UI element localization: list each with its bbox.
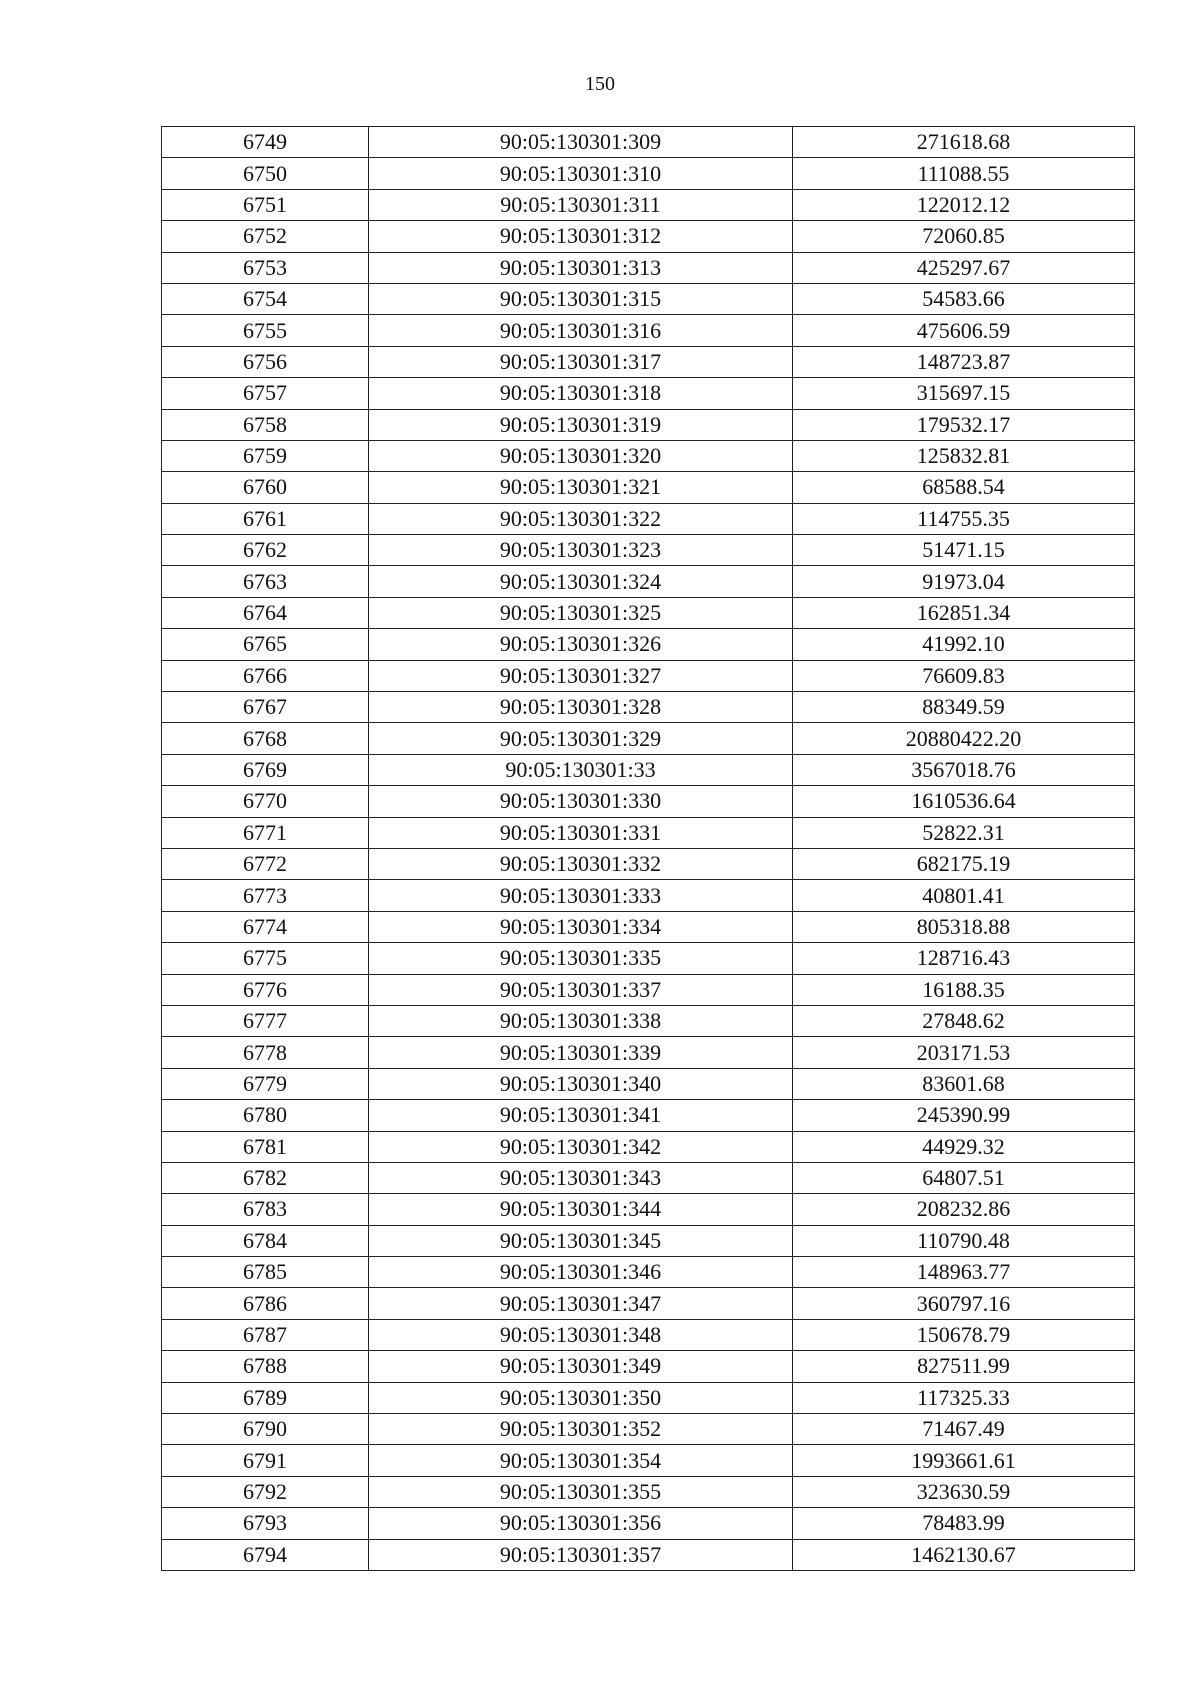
table-row [162,1131,1135,1162]
cadastral-number-cell: 90:05:130301:327 [369,660,793,691]
table-row [162,1005,1135,1036]
value-cell: 208232.86 [793,1194,1135,1225]
cadastral-number-cell: 90:05:130301:321 [369,472,793,503]
cadastral-number-cell: 90:05:130301:317 [369,346,793,377]
value-cell: 72060.85 [793,221,1135,252]
row-number-cell: 6754 [162,283,369,314]
cadastral-number-cell: 90:05:130301:335 [369,943,793,974]
row-number-cell: 6787 [162,1319,369,1350]
row-number-cell: 6763 [162,566,369,597]
value-cell: 315697.15 [793,378,1135,409]
cadastral-number-cell: 90:05:130301:352 [369,1414,793,1445]
value-cell: 111088.55 [793,158,1135,189]
table-row [162,692,1135,723]
cadastral-number-cell: 90:05:130301:341 [369,1100,793,1131]
row-number-cell: 6788 [162,1351,369,1382]
table-row [162,1225,1135,1256]
cadastral-number-cell: 90:05:130301:356 [369,1508,793,1539]
table-row [162,535,1135,566]
table-row [162,943,1135,974]
cadastral-number-cell: 90:05:130301:338 [369,1005,793,1036]
row-number-cell: 6781 [162,1131,369,1162]
row-number-cell: 6762 [162,535,369,566]
table-row [162,1288,1135,1319]
cadastral-number-cell: 90:05:130301:355 [369,1476,793,1507]
cadastral-number-cell: 90:05:130301:357 [369,1539,793,1570]
value-cell: 3567018.76 [793,754,1135,785]
row-number-cell: 6780 [162,1100,369,1131]
cadastral-number-cell: 90:05:130301:332 [369,848,793,879]
value-cell: 52822.31 [793,817,1135,848]
table-row [162,817,1135,848]
value-cell: 54583.66 [793,283,1135,314]
row-number-cell: 6756 [162,346,369,377]
value-cell: 323630.59 [793,1476,1135,1507]
row-number-cell: 6776 [162,974,369,1005]
table-row [162,1068,1135,1099]
value-cell: 271618.68 [793,127,1135,158]
row-number-cell: 6755 [162,315,369,346]
cadastral-number-cell: 90:05:130301:340 [369,1068,793,1099]
cadastral-number-cell: 90:05:130301:346 [369,1257,793,1288]
value-cell: 425297.67 [793,252,1135,283]
cadastral-number-cell: 90:05:130301:312 [369,221,793,252]
row-number-cell: 6784 [162,1225,369,1256]
table-row [162,378,1135,409]
row-number-cell: 6764 [162,597,369,628]
value-cell: 71467.49 [793,1414,1135,1445]
cadastral-number-cell: 90:05:130301:311 [369,189,793,220]
cadastral-number-cell: 90:05:130301:334 [369,911,793,942]
table-row [162,1382,1135,1413]
row-number-cell: 6775 [162,943,369,974]
row-number-cell: 6792 [162,1476,369,1507]
cadastral-number-cell: 90:05:130301:323 [369,535,793,566]
row-number-cell: 6791 [162,1445,369,1476]
row-number-cell: 6782 [162,1162,369,1193]
row-number-cell: 6766 [162,660,369,691]
value-cell: 122012.12 [793,189,1135,220]
value-cell: 27848.62 [793,1005,1135,1036]
row-number-cell: 6758 [162,409,369,440]
cadastral-number-cell: 90:05:130301:318 [369,378,793,409]
table-row [162,880,1135,911]
table-row [162,660,1135,691]
value-cell: 1610536.64 [793,786,1135,817]
table-row [162,189,1135,220]
value-cell: 88349.59 [793,692,1135,723]
table-row [162,723,1135,754]
table-row [162,315,1135,346]
table-row [162,1194,1135,1225]
value-cell: 148963.77 [793,1257,1135,1288]
table-row [162,597,1135,628]
table-row [162,1476,1135,1507]
value-cell: 78483.99 [793,1508,1135,1539]
value-cell: 682175.19 [793,848,1135,879]
table-row [162,1162,1135,1193]
cadastral-number-cell: 90:05:130301:329 [369,723,793,754]
row-number-cell: 6789 [162,1382,369,1413]
row-number-cell: 6773 [162,880,369,911]
cadastral-table [161,126,1135,1571]
table-row [162,1319,1135,1350]
cadastral-number-cell: 90:05:130301:344 [369,1194,793,1225]
cadastral-number-cell: 90:05:130301:337 [369,974,793,1005]
cadastral-number-cell: 90:05:130301:347 [369,1288,793,1319]
value-cell: 117325.33 [793,1382,1135,1413]
row-number-cell: 6761 [162,503,369,534]
value-cell: 1993661.61 [793,1445,1135,1476]
cadastral-number-cell: 90:05:130301:310 [369,158,793,189]
cadastral-number-cell: 90:05:130301:348 [369,1319,793,1350]
row-number-cell: 6783 [162,1194,369,1225]
value-cell: 40801.41 [793,880,1135,911]
row-number-cell: 6757 [162,378,369,409]
value-cell: 64807.51 [793,1162,1135,1193]
value-cell: 128716.43 [793,943,1135,974]
table-row [162,1351,1135,1382]
value-cell: 1462130.67 [793,1539,1135,1570]
table-row [162,440,1135,471]
value-cell: 150678.79 [793,1319,1135,1350]
cadastral-number-cell: 90:05:130301:33 [369,754,793,785]
table-row [162,974,1135,1005]
cadastral-number-cell: 90:05:130301:330 [369,786,793,817]
cadastral-number-cell: 90:05:130301:345 [369,1225,793,1256]
value-cell: 162851.34 [793,597,1135,628]
cadastral-number-cell: 90:05:130301:350 [369,1382,793,1413]
cadastral-number-cell: 90:05:130301:324 [369,566,793,597]
value-cell: 827511.99 [793,1351,1135,1382]
row-number-cell: 6767 [162,692,369,723]
row-number-cell: 6769 [162,754,369,785]
cadastral-number-cell: 90:05:130301:313 [369,252,793,283]
cadastral-number-cell: 90:05:130301:331 [369,817,793,848]
table-row [162,252,1135,283]
table-row [162,911,1135,942]
table-row [162,221,1135,252]
row-number-cell: 6779 [162,1068,369,1099]
value-cell: 76609.83 [793,660,1135,691]
row-number-cell: 6759 [162,440,369,471]
value-cell: 51471.15 [793,535,1135,566]
row-number-cell: 6790 [162,1414,369,1445]
value-cell: 68588.54 [793,472,1135,503]
cadastral-number-cell: 90:05:130301:328 [369,692,793,723]
row-number-cell: 6772 [162,848,369,879]
value-cell: 179532.17 [793,409,1135,440]
table-row [162,1100,1135,1131]
table-row [162,848,1135,879]
row-number-cell: 6771 [162,817,369,848]
cadastral-number-cell: 90:05:130301:349 [369,1351,793,1382]
table-row [162,409,1135,440]
value-cell: 360797.16 [793,1288,1135,1319]
value-cell: 91973.04 [793,566,1135,597]
table-row [162,1257,1135,1288]
table-body [162,127,1135,1571]
cadastral-number-cell: 90:05:130301:315 [369,283,793,314]
value-cell: 41992.10 [793,629,1135,660]
row-number-cell: 6760 [162,472,369,503]
value-cell: 83601.68 [793,1068,1135,1099]
table-row [162,566,1135,597]
cadastral-number-cell: 90:05:130301:325 [369,597,793,628]
value-cell: 110790.48 [793,1225,1135,1256]
row-number-cell: 6778 [162,1037,369,1068]
table-row [162,1037,1135,1068]
cadastral-number-cell: 90:05:130301:320 [369,440,793,471]
table-row [162,1539,1135,1570]
cadastral-number-cell: 90:05:130301:342 [369,1131,793,1162]
cadastral-number-cell: 90:05:130301:339 [369,1037,793,1068]
row-number-cell: 6793 [162,1508,369,1539]
value-cell: 16188.35 [793,974,1135,1005]
value-cell: 148723.87 [793,346,1135,377]
value-cell: 20880422.20 [793,723,1135,754]
value-cell: 203171.53 [793,1037,1135,1068]
row-number-cell: 6750 [162,158,369,189]
row-number-cell: 6774 [162,911,369,942]
cadastral-number-cell: 90:05:130301:354 [369,1445,793,1476]
row-number-cell: 6749 [162,127,369,158]
cadastral-number-cell: 90:05:130301:326 [369,629,793,660]
row-number-cell: 6751 [162,189,369,220]
table-row [162,1508,1135,1539]
cadastral-number-cell: 90:05:130301:333 [369,880,793,911]
table-row [162,472,1135,503]
row-number-cell: 6794 [162,1539,369,1570]
row-number-cell: 6768 [162,723,369,754]
value-cell: 125832.81 [793,440,1135,471]
table-row [162,283,1135,314]
row-number-cell: 6786 [162,1288,369,1319]
row-number-cell: 6765 [162,629,369,660]
row-number-cell: 6752 [162,221,369,252]
table-row [162,158,1135,189]
row-number-cell: 6753 [162,252,369,283]
cadastral-number-cell: 90:05:130301:319 [369,409,793,440]
value-cell: 44929.32 [793,1131,1135,1162]
value-cell: 805318.88 [793,911,1135,942]
cadastral-number-cell: 90:05:130301:316 [369,315,793,346]
cadastral-number-cell: 90:05:130301:322 [369,503,793,534]
value-cell: 114755.35 [793,503,1135,534]
table-row [162,629,1135,660]
table-row [162,346,1135,377]
row-number-cell: 6777 [162,1005,369,1036]
table-row [162,786,1135,817]
table-row [162,127,1135,158]
table-row [162,1414,1135,1445]
table-row [162,754,1135,785]
row-number-cell: 6770 [162,786,369,817]
table-row [162,503,1135,534]
value-cell: 245390.99 [793,1100,1135,1131]
cadastral-number-cell: 90:05:130301:343 [369,1162,793,1193]
page-number: 150 [585,73,615,95]
cadastral-number-cell: 90:05:130301:309 [369,127,793,158]
row-number-cell: 6785 [162,1257,369,1288]
table-row [162,1445,1135,1476]
value-cell: 475606.59 [793,315,1135,346]
